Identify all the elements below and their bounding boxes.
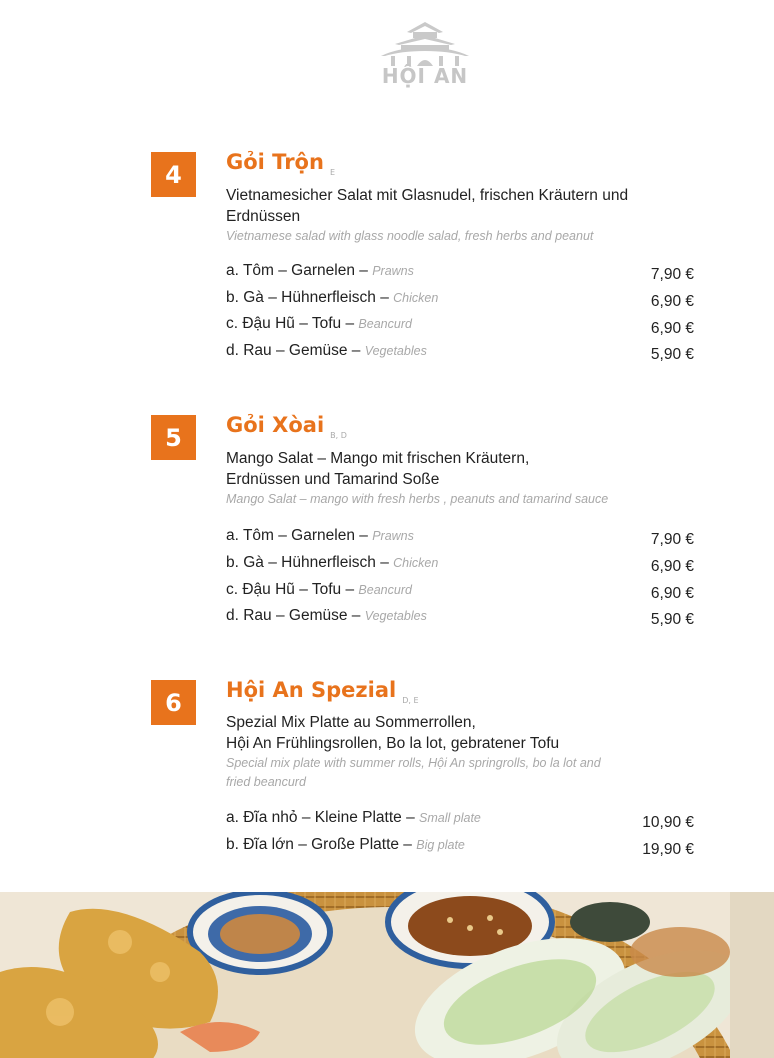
option-english: Beancurd [358,317,412,331]
item-number: 4 [151,152,196,197]
option-price: 6,90 € [650,558,694,575]
description-german: Vietnamesicher Salat mit Glasnudel, frischen Kräutern und Erdnüssen [226,187,629,225]
option-label: d. Rau – Gemüse – [226,342,361,359]
option-label: b. Gà – Hühnerfleisch – [226,554,389,571]
description-english: Vietnamese salad with glass noodle salad, fresh herbs and peanut [226,229,594,243]
option-price: 10,90 € [642,814,694,831]
restaurant-logo [377,18,473,92]
food-photo [0,892,774,1058]
option-english: Vegetables [364,609,427,623]
option-label: a. Đĩa nhỏ – Kleine Platte – [226,809,415,826]
option-row [226,289,438,307]
option-label: c. Đậu Hũ – Tofu – [226,581,355,598]
logo-text: HỘI AN [381,64,469,88]
option-row [226,554,438,572]
item-title [226,150,335,177]
option-price: 5,90 € [650,611,694,628]
item-title [226,678,419,705]
option-label: c. Đậu Hũ – Tofu – [226,315,355,332]
pagoda-icon [377,18,473,68]
description-german-line-2: Hội An Frühlingsrollen, Bo la lot, gebratener Tofu [226,735,560,752]
option-row [226,262,414,280]
option-english: Big plate [416,838,465,852]
description-english: Mango Salat – mango with fresh herbs , peanuts and tamarind sauce [226,492,609,506]
option-row [226,836,465,854]
option-row [226,527,414,545]
option-label: d. Rau – Gemüse – [226,607,361,624]
option-price: 6,90 € [650,585,694,602]
description-german: Mango Salat – Mango mit frischen Kräutern, Erdnüssen und Tamarind Soße [226,450,530,488]
option-row [226,607,427,625]
option-english: Small plate [419,811,481,825]
option-price: 6,90 € [650,320,694,337]
item-title-text: Hội An Spezial [226,678,397,702]
option-row [226,342,427,360]
option-label: a. Tôm – Garnelen – [226,262,368,279]
allergen-codes: B, D [330,431,347,440]
allergen-codes: D, E [402,696,419,705]
allergen-codes: E [329,168,335,177]
item-title [226,413,347,440]
option-row [226,809,481,827]
option-price: 7,90 € [650,266,694,283]
option-label: a. Tôm – Garnelen – [226,527,368,544]
item-number: 5 [151,415,196,460]
option-english: Prawns [372,264,414,278]
description-german-line-1: Spezial Mix Platte au Sommerrollen, [226,714,476,731]
option-price: 7,90 € [650,531,694,548]
item-title-text: Gỏi Xòai [226,413,325,437]
option-english: Chicken [393,291,439,305]
option-label: b. Đĩa lớn – Große Platte – [226,836,412,853]
option-english: Vegetables [364,344,427,358]
option-english: Beancurd [358,583,412,597]
option-price: 6,90 € [650,293,694,310]
option-row [226,581,412,599]
description-english: Special mix plate with summer rolls, Hội An springrolls, bo la lot and fried beancurd [226,756,601,789]
option-price: 19,90 € [642,841,694,858]
food-platter-image [0,892,774,1058]
option-english: Chicken [393,556,439,570]
option-label: b. Gà – Hühnerfleisch – [226,289,389,306]
option-price: 5,90 € [650,346,694,363]
option-row [226,315,412,333]
item-number: 6 [151,680,196,725]
item-title-text: Gỏi Trộn [226,150,324,174]
option-english: Prawns [372,529,414,543]
